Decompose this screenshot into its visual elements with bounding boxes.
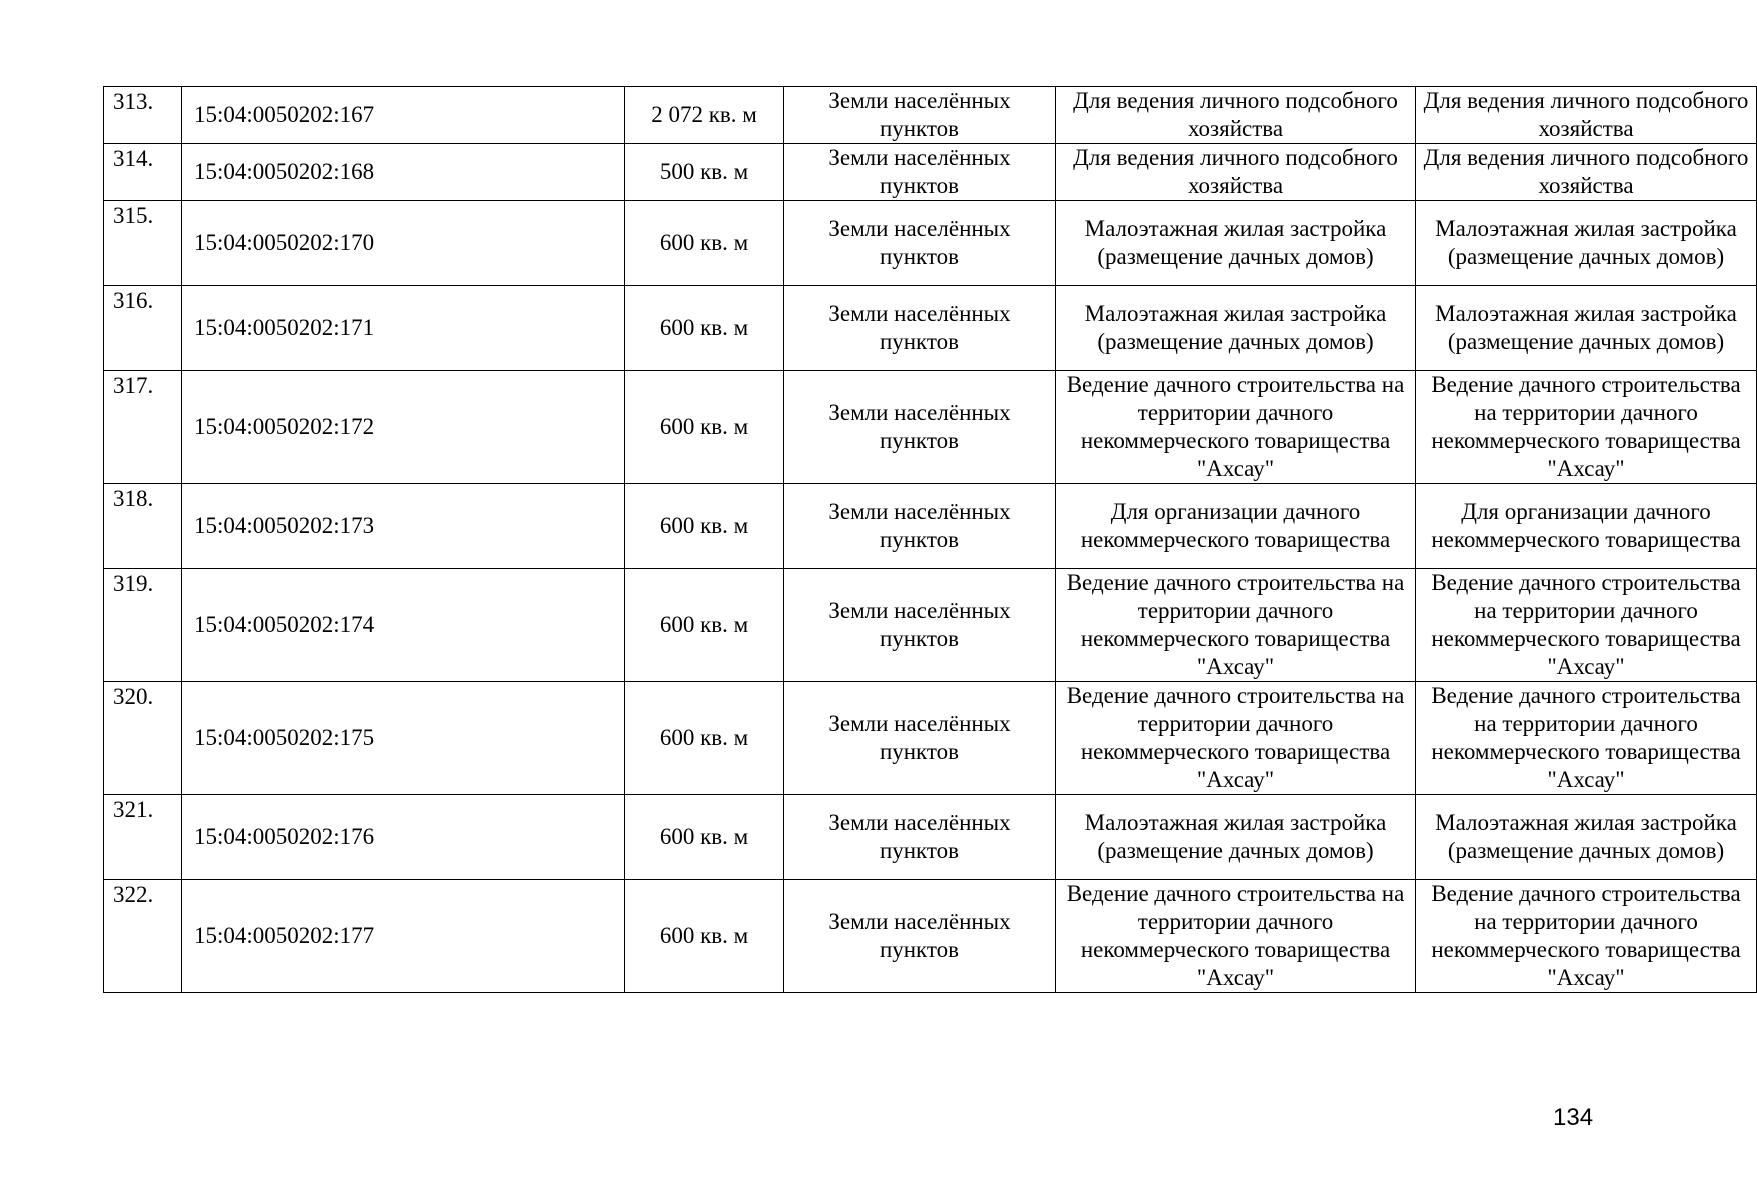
land-category: Земли населённых пунктов — [784, 795, 1056, 880]
table-row — [104, 795, 1757, 880]
permitted-use: Для ведения личного подсобного хозяйства — [1416, 87, 1757, 144]
permitted-use: Для ведения личного подсобного хозяйства — [1416, 144, 1757, 201]
row-number: 315. — [104, 201, 182, 286]
cadastral-number: 15:04:0050202:168 — [182, 144, 625, 201]
land-category: Земли населённых пунктов — [784, 371, 1056, 484]
cadastral-number: 15:04:0050202:171 — [182, 286, 625, 371]
plot-area: 600 кв. м — [625, 795, 784, 880]
cadastral-number: 15:04:0050202:173 — [182, 484, 625, 569]
page-number: 134 — [1553, 1104, 1594, 1131]
plot-area: 600 кв. м — [625, 682, 784, 795]
plot-area: 600 кв. м — [625, 484, 784, 569]
plot-area: 2 072 кв. м — [625, 87, 784, 144]
land-use: Малоэтажная жилая застройка (размещение дачных домов) — [1056, 286, 1416, 371]
land-use: Малоэтажная жилая застройка (размещение дачных домов) — [1056, 795, 1416, 880]
permitted-use: Ведение дачного строительства на территории дачного некоммерческого товарищества "Ахсау" — [1416, 569, 1757, 682]
cadastral-number: 15:04:0050202:176 — [182, 795, 625, 880]
plot-area: 600 кв. м — [625, 201, 784, 286]
land-category: Земли населённых пунктов — [784, 569, 1056, 682]
land-use: Для ведения личного подсобного хозяйства — [1056, 87, 1416, 144]
table-row — [104, 286, 1757, 371]
row-number: 313. — [104, 87, 182, 144]
row-number: 318. — [104, 484, 182, 569]
permitted-use: Ведение дачного строительства на территории дачного некоммерческого товарищества "Ахсау" — [1416, 880, 1757, 993]
cadastral-number: 15:04:0050202:167 — [182, 87, 625, 144]
land-category: Земли населённых пунктов — [784, 201, 1056, 286]
row-number: 322. — [104, 880, 182, 993]
row-number: 320. — [104, 682, 182, 795]
cadastral-number: 15:04:0050202:175 — [182, 682, 625, 795]
permitted-use: Ведение дачного строительства на территории дачного некоммерческого товарищества "Ахсау" — [1416, 682, 1757, 795]
table-row — [104, 144, 1757, 201]
table-row — [104, 87, 1757, 144]
land-category: Земли населённых пунктов — [784, 682, 1056, 795]
land-plot-table — [103, 86, 1757, 993]
plot-area: 600 кв. м — [625, 569, 784, 682]
row-number: 317. — [104, 371, 182, 484]
land-category: Земли населённых пунктов — [784, 484, 1056, 569]
land-use: Малоэтажная жилая застройка (размещение дачных домов) — [1056, 201, 1416, 286]
table-row — [104, 201, 1757, 286]
row-number: 316. — [104, 286, 182, 371]
permitted-use: Для организации дачного некоммерческого товарищества — [1416, 484, 1757, 569]
land-category: Земли населённых пунктов — [784, 87, 1056, 144]
land-use: Ведение дачного строительства на территории дачного некоммерческого товарищества "Ахсау" — [1056, 371, 1416, 484]
table-row — [104, 371, 1757, 484]
row-number: 321. — [104, 795, 182, 880]
permitted-use: Малоэтажная жилая застройка (размещение дачных домов) — [1416, 286, 1757, 371]
land-category: Земли населённых пунктов — [784, 880, 1056, 993]
permitted-use: Малоэтажная жилая застройка (размещение дачных домов) — [1416, 201, 1757, 286]
plot-area: 600 кв. м — [625, 880, 784, 993]
permitted-use: Малоэтажная жилая застройка (размещение дачных домов) — [1416, 795, 1757, 880]
land-category: Земли населённых пунктов — [784, 286, 1056, 371]
table-row — [104, 682, 1757, 795]
plot-area: 600 кв. м — [625, 371, 784, 484]
cadastral-number: 15:04:0050202:170 — [182, 201, 625, 286]
land-use: Ведение дачного строительства на территории дачного некоммерческого товарищества "Ахсау" — [1056, 569, 1416, 682]
table-row — [104, 484, 1757, 569]
land-category: Земли населённых пунктов — [784, 144, 1056, 201]
cadastral-number: 15:04:0050202:172 — [182, 371, 625, 484]
table-row — [104, 569, 1757, 682]
plot-area: 600 кв. м — [625, 286, 784, 371]
land-use: Ведение дачного строительства на территории дачного некоммерческого товарищества "Ахсау" — [1056, 880, 1416, 993]
cadastral-number: 15:04:0050202:174 — [182, 569, 625, 682]
permitted-use: Ведение дачного строительства на территории дачного некоммерческого товарищества "Ахсау" — [1416, 371, 1757, 484]
plot-area: 500 кв. м — [625, 144, 784, 201]
row-number: 314. — [104, 144, 182, 201]
row-number: 319. — [104, 569, 182, 682]
cadastral-number: 15:04:0050202:177 — [182, 880, 625, 993]
land-use: Ведение дачного строительства на территории дачного некоммерческого товарищества "Ахсау" — [1056, 682, 1416, 795]
table-row — [104, 880, 1757, 993]
land-use: Для ведения личного подсобного хозяйства — [1056, 144, 1416, 201]
land-use: Для организации дачного некоммерческого товарищества — [1056, 484, 1416, 569]
